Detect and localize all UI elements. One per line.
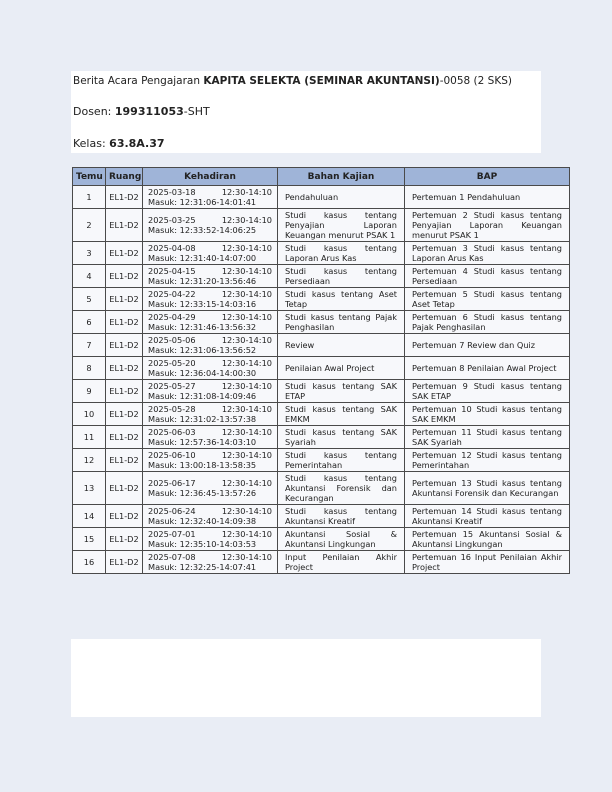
kehadiran-masuk: Masuk: 12:31:40-14:07:00 [148, 253, 257, 263]
kehadiran-date: 2025-05-27 [148, 381, 196, 391]
kehadiran-masuk: Masuk: 12:36:45-13:57:26 [148, 488, 257, 498]
table-row [73, 334, 570, 357]
table-row [73, 288, 570, 311]
cell-kehadiran [143, 186, 278, 209]
table-row [73, 186, 570, 209]
kehadiran-masuk: Masuk: 12:31:46-13:56:32 [148, 322, 257, 332]
cell-bahan-kajian: Studi kasus tentang Laporan Arus Kas [278, 242, 405, 265]
header-temu: Temu [73, 168, 106, 186]
cell-bap: Pertemuan 12 Studi kasus tentang Pemerintahan [405, 449, 570, 472]
table-row [73, 505, 570, 528]
cell-ruang: EL1-D2 [106, 551, 143, 574]
kehadiran-time: 12:30-14:10 [221, 381, 272, 391]
kehadiran-masuk: Masuk: 12:33:15-14:03:16 [148, 299, 257, 309]
cell-kehadiran [143, 403, 278, 426]
cell-bap: Pertemuan 1 Pendahuluan [405, 186, 570, 209]
cell-kehadiran [143, 472, 278, 505]
cell-temu: 5 [73, 288, 106, 311]
cell-kehadiran [143, 265, 278, 288]
header-bahan-kajian: Bahan Kajian [278, 168, 405, 186]
table-body [73, 186, 570, 574]
cell-temu: 1 [73, 186, 106, 209]
cell-ruang: EL1-D2 [106, 288, 143, 311]
cell-bahan-kajian: Studi kasus tentang SAK EMKM [278, 403, 405, 426]
cell-bahan-kajian: Pendahuluan [278, 186, 405, 209]
table-row [73, 265, 570, 288]
table-row [73, 472, 570, 505]
title-prefix: Berita Acara Pengajaran [73, 75, 204, 87]
cell-kehadiran [143, 380, 278, 403]
kehadiran-masuk: Masuk: 12:36:04-14:00:30 [148, 368, 257, 378]
dosen-label: Dosen: [73, 105, 115, 118]
cell-kehadiran [143, 357, 278, 380]
cell-ruang: EL1-D2 [106, 505, 143, 528]
kehadiran-date: 2025-05-20 [148, 358, 196, 368]
kehadiran-time: 12:30-14:10 [221, 243, 272, 253]
kehadiran-masuk: Masuk: 12:31:20-13:56:46 [148, 276, 257, 286]
dosen-line [73, 105, 210, 118]
header-card [71, 71, 541, 153]
cell-bap: Pertemuan 14 Studi kasus tentang Akuntansi Kreatif [405, 505, 570, 528]
cell-temu: 14 [73, 505, 106, 528]
cell-temu: 8 [73, 357, 106, 380]
cell-ruang: EL1-D2 [106, 265, 143, 288]
kehadiran-date: 2025-05-06 [148, 335, 196, 345]
kehadiran-date: 2025-06-03 [148, 427, 196, 437]
cell-bahan-kajian: Studi kasus tentang Aset Tetap [278, 288, 405, 311]
cell-ruang: EL1-D2 [106, 242, 143, 265]
cell-bap: Pertemuan 2 Studi kasus tentang Penyajian Laporan Keuangan menurut PSAK 1 [405, 209, 570, 242]
cell-bap: Pertemuan 3 Studi kasus tentang Laporan Arus Kas [405, 242, 570, 265]
kehadiran-masuk: Masuk: 12:32:25-14:07:41 [148, 562, 257, 572]
kehadiran-time: 12:30-14:10 [221, 215, 272, 225]
cell-bahan-kajian: Studi kasus tentang Pajak Penghasilan [278, 311, 405, 334]
kehadiran-time: 12:30-14:10 [221, 289, 272, 299]
cell-bap: Pertemuan 4 Studi kasus tentang Persediaan [405, 265, 570, 288]
cell-ruang: EL1-D2 [106, 209, 143, 242]
cell-kehadiran [143, 288, 278, 311]
cell-bahan-kajian: Studi kasus tentang Akuntansi Forensik dan Kecurangan [278, 472, 405, 505]
kehadiran-date: 2025-04-22 [148, 289, 196, 299]
cell-kehadiran [143, 505, 278, 528]
cell-kehadiran [143, 334, 278, 357]
kehadiran-masuk: Masuk: 13:00:18-13:58:35 [148, 460, 257, 470]
table-row [73, 380, 570, 403]
kehadiran-date: 2025-07-01 [148, 529, 196, 539]
table-row [73, 209, 570, 242]
header-ruang: Ruang [106, 168, 143, 186]
kehadiran-date: 2025-07-08 [148, 552, 196, 562]
cell-kehadiran [143, 449, 278, 472]
table-row [73, 357, 570, 380]
table-row [73, 242, 570, 265]
kehadiran-masuk: Masuk: 12:35:10-14:03:53 [148, 539, 257, 549]
attendance-table-wrap [72, 167, 569, 574]
kehadiran-masuk: Masuk: 12:31:08-14:09:46 [148, 391, 257, 401]
kehadiran-time: 12:30-14:10 [221, 266, 272, 276]
header-bap: BAP [405, 168, 570, 186]
attendance-table [72, 167, 570, 574]
cell-bahan-kajian: Penilaian Awal Project [278, 357, 405, 380]
table-row [73, 528, 570, 551]
cell-ruang: EL1-D2 [106, 528, 143, 551]
cell-bahan-kajian: Akuntansi Sosial & Akuntansi Lingkungan [278, 528, 405, 551]
cell-ruang: EL1-D2 [106, 426, 143, 449]
footer-card [71, 639, 541, 717]
course-name: KAPITA SELEKTA (SEMINAR AKUNTANSI) [203, 75, 440, 87]
cell-temu: 7 [73, 334, 106, 357]
cell-ruang: EL1-D2 [106, 403, 143, 426]
cell-bahan-kajian: Studi kasus tentang SAK Syariah [278, 426, 405, 449]
table-row [73, 426, 570, 449]
kelas-label: Kelas: [73, 137, 110, 150]
kehadiran-time: 12:30-14:10 [221, 427, 272, 437]
kehadiran-masuk: Masuk: 12:31:06-13:56:52 [148, 345, 257, 355]
kehadiran-date: 2025-04-15 [148, 266, 196, 276]
cell-bap: Pertemuan 7 Review dan Quiz [405, 334, 570, 357]
kehadiran-date: 2025-05-28 [148, 404, 196, 414]
kehadiran-time: 12:30-14:10 [221, 335, 272, 345]
cell-bahan-kajian: Input Penilaian Akhir Project [278, 551, 405, 574]
kehadiran-time: 12:30-14:10 [221, 450, 272, 460]
kehadiran-masuk: Masuk: 12:32:40-14:09:38 [148, 516, 257, 526]
course-code: -0058 (2 SKS) [439, 75, 512, 87]
cell-bap: Pertemuan 16 Input Penilaian Akhir Project [405, 551, 570, 574]
cell-bap: Pertemuan 10 Studi kasus tentang SAK EMKM [405, 403, 570, 426]
cell-temu: 9 [73, 380, 106, 403]
table-row [73, 551, 570, 574]
cell-kehadiran [143, 242, 278, 265]
kehadiran-date: 2025-06-17 [148, 478, 196, 488]
cell-ruang: EL1-D2 [106, 357, 143, 380]
kehadiran-time: 12:30-14:10 [221, 478, 272, 488]
cell-kehadiran [143, 209, 278, 242]
cell-kehadiran [143, 551, 278, 574]
cell-bahan-kajian: Studi kasus tentang Pemerintahan [278, 449, 405, 472]
kehadiran-time: 12:30-14:10 [221, 358, 272, 368]
cell-ruang: EL1-D2 [106, 186, 143, 209]
kehadiran-masuk: Masuk: 12:31:06-14:01:41 [148, 197, 257, 207]
cell-bahan-kajian: Studi kasus tentang Persediaan [278, 265, 405, 288]
cell-bap: Pertemuan 9 Studi kasus tentang SAK ETAP [405, 380, 570, 403]
cell-ruang: EL1-D2 [106, 449, 143, 472]
cell-bahan-kajian: Studi kasus tentang SAK ETAP [278, 380, 405, 403]
kelas-value: 63.8A.37 [109, 137, 165, 150]
cell-temu: 12 [73, 449, 106, 472]
table-header-row [73, 168, 570, 186]
cell-bahan-kajian: Studi kasus tentang Akuntansi Kreatif [278, 505, 405, 528]
cell-ruang: EL1-D2 [106, 472, 143, 505]
kehadiran-time: 12:30-14:10 [221, 404, 272, 414]
cell-temu: 11 [73, 426, 106, 449]
header-kehadiran: Kehadiran [143, 168, 278, 186]
cell-bahan-kajian: Review [278, 334, 405, 357]
cell-bap: Pertemuan 11 Studi kasus tentang SAK Syariah [405, 426, 570, 449]
cell-kehadiran [143, 426, 278, 449]
cell-bahan-kajian: Studi kasus tentang Penyajian Laporan Keuangan menurut PSAK 1 [278, 209, 405, 242]
kehadiran-time: 12:30-14:10 [221, 312, 272, 322]
kehadiran-date: 2025-06-10 [148, 450, 196, 460]
dosen-suffix: -SHT [183, 105, 210, 118]
cell-bap: Pertemuan 5 Studi kasus tentang Aset Tetap [405, 288, 570, 311]
kehadiran-masuk: Masuk: 12:31:02-13:57:38 [148, 414, 257, 424]
kehadiran-time: 12:30-14:10 [221, 552, 272, 562]
cell-temu: 15 [73, 528, 106, 551]
kehadiran-date: 2025-03-18 [148, 187, 196, 197]
cell-bap: Pertemuan 15 Akuntansi Sosial & Akuntansi Lingkungan [405, 528, 570, 551]
table-row [73, 403, 570, 426]
document-title [73, 75, 512, 87]
cell-temu: 6 [73, 311, 106, 334]
kehadiran-date: 2025-06-24 [148, 506, 196, 516]
cell-temu: 3 [73, 242, 106, 265]
table-row [73, 449, 570, 472]
cell-temu: 13 [73, 472, 106, 505]
cell-kehadiran [143, 311, 278, 334]
kehadiran-time: 12:30-14:10 [221, 529, 272, 539]
kehadiran-date: 2025-04-08 [148, 243, 196, 253]
cell-temu: 2 [73, 209, 106, 242]
cell-kehadiran [143, 528, 278, 551]
cell-bap: Pertemuan 6 Studi kasus tentang Pajak Penghasilan [405, 311, 570, 334]
cell-bap: Pertemuan 13 Studi kasus tentang Akuntansi Forensik dan Kecurangan [405, 472, 570, 505]
kehadiran-time: 12:30-14:10 [221, 506, 272, 516]
cell-temu: 16 [73, 551, 106, 574]
cell-temu: 4 [73, 265, 106, 288]
cell-ruang: EL1-D2 [106, 380, 143, 403]
cell-ruang: EL1-D2 [106, 311, 143, 334]
kehadiran-date: 2025-03-25 [148, 215, 196, 225]
table-row [73, 311, 570, 334]
kehadiran-masuk: Masuk: 12:57:36-14:03:10 [148, 437, 257, 447]
kehadiran-time: 12:30-14:10 [221, 187, 272, 197]
kehadiran-masuk: Masuk: 12:33:52-14:06:25 [148, 225, 257, 235]
cell-ruang: EL1-D2 [106, 334, 143, 357]
cell-bap: Pertemuan 8 Penilaian Awal Project [405, 357, 570, 380]
cell-temu: 10 [73, 403, 106, 426]
dosen-id: 199311053 [114, 105, 184, 118]
kehadiran-date: 2025-04-29 [148, 312, 196, 322]
kelas-line [73, 137, 165, 150]
